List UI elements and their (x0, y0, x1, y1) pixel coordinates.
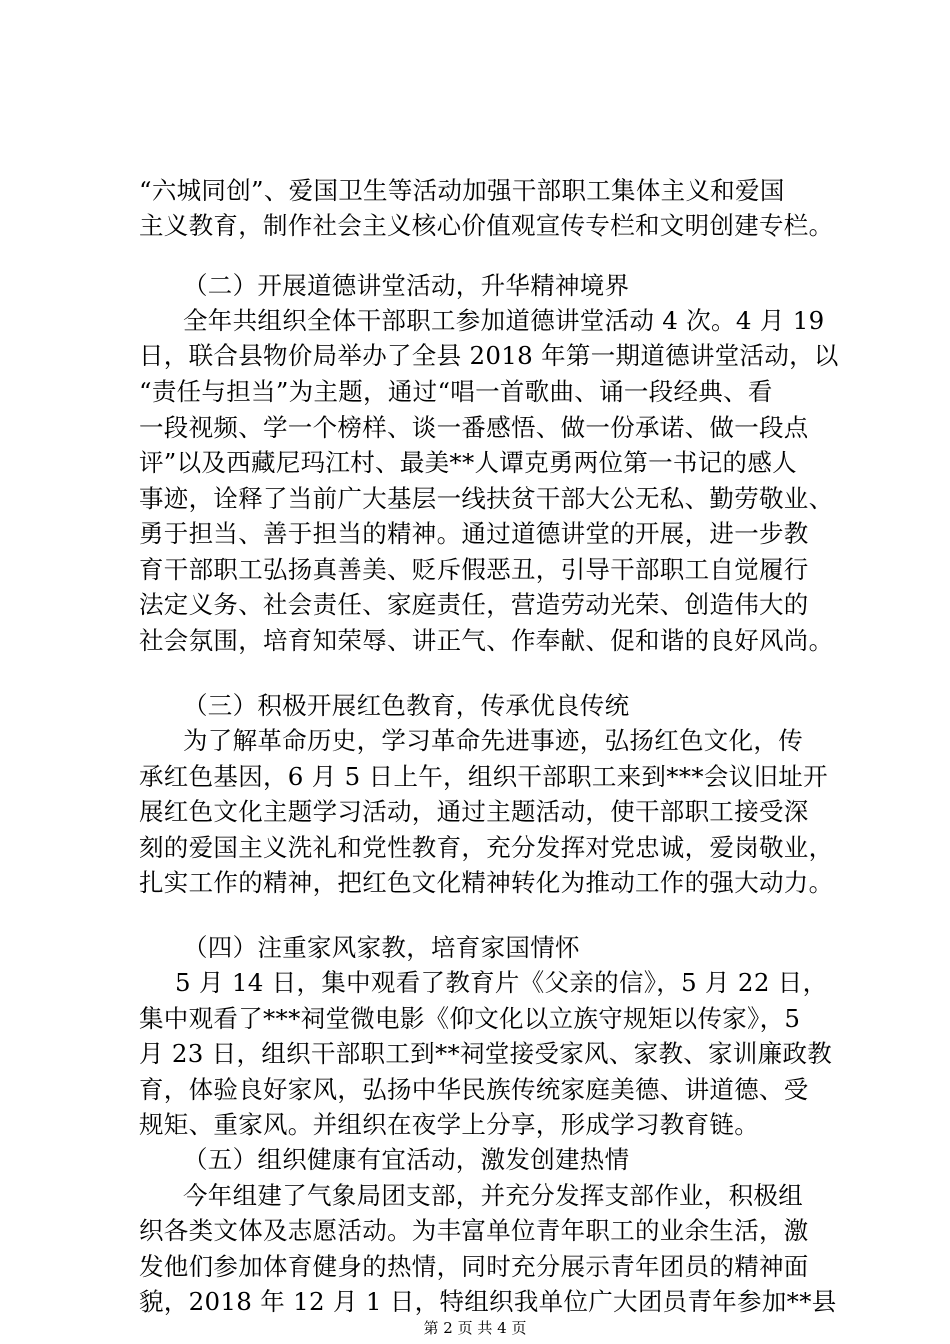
text-line: “责任与担当”为主题，通过“唱一首歌曲、诵一段经典、看 (139, 377, 773, 406)
text-line: 承红色基因，6 月 5 日上午，组织干部职工来到***会议旧址开 (139, 762, 828, 791)
text-line: 月 23 日，组织干部职工到**祠堂接受家风、家教、家训廉政教 (139, 1039, 833, 1068)
text-line: 貌，2018 年 12 月 1 日，特组织我单位广大团员青年参加**县 (139, 1287, 837, 1316)
text-line: “六城同创”、爱国卫生等活动加强干部职工集体主义和爱国 (139, 176, 785, 205)
text-line: 今年组建了气象局团支部，并充分发挥支部作业，积极组 (183, 1181, 803, 1210)
text-line: 集中观看了***祠堂微电影《仰文化以立族守规矩以传家》，5 (139, 1004, 801, 1033)
text-line: 主义教育，制作社会主义核心价值观宣传专栏和文明创建专栏。 (139, 211, 834, 240)
text-line: 事迹，诠释了当前广大基层一线扶贫干部大公无私、勤劳敬业、 (139, 484, 834, 513)
text-line: 全年共组织全体干部职工参加道德讲堂活动 4 次。4 月 19 (183, 306, 825, 335)
section-heading: （三）积极开展红色教育，传承优良传统 (183, 691, 630, 720)
text-line: 育，体验良好家风，弘扬中华民族传统家庭美德、讲道德、受 (139, 1075, 809, 1104)
text-line: 规矩、重家风。并组织在夜学上分享，形成学习教育链。 (139, 1110, 759, 1139)
text-line: 社会氛围，培育知荣辱、讲正气、作奉献、促和谐的良好风尚。 (139, 626, 834, 655)
section-heading: （二）开展道德讲堂活动，升华精神境界 (183, 271, 630, 300)
text-line: 一段视频、学一个榜样、谈一番感悟、做一份承诺、做一段点 (139, 413, 809, 442)
text-line: 评”以及西藏尼玛江村、最美**人谭克勇两位第一书记的感人 (139, 448, 797, 477)
section-heading: （四）注重家风家教，培育家国情怀 (183, 933, 580, 962)
page-number-footer: 第 2 页 共 4 页 (423, 1319, 527, 1337)
section-heading: （五）组织健康有宜活动，激发创建热情 (183, 1145, 630, 1174)
text-line: 育干部职工弘扬真善美、贬斥假恶丑，引导干部职工自觉履行 (139, 555, 809, 584)
text-line: 织各类文体及志愿活动。为丰富单位青年职工的业余生活，激 (139, 1216, 809, 1245)
text-line: 扎实工作的精神，把红色文化精神转化为推动工作的强大动力。 (139, 868, 834, 897)
text-line: 勇于担当、善于担当的精神。通过道德讲堂的开展，进一步教 (139, 519, 809, 548)
text-line: 展红色文化主题学习活动，通过主题活动，使干部职工接受深 (139, 797, 809, 826)
text-line: 刻的爱国主义洗礼和党性教育，充分发挥对党忠诚，爱岗敬业， (139, 833, 834, 862)
text-line: 日，联合县物价局举办了全县 2018 年第一期道德讲堂活动，以 (139, 341, 839, 370)
text-line: 5 月 14 日，集中观看了教育片《父亲的信》，5 月 22 日， (175, 968, 828, 997)
text-line: 发他们参加体育健身的热情，同时充分展示青年团员的精神面 (139, 1252, 809, 1281)
text-line: 为了解革命历史，学习革命先进事迹，弘扬红色文化，传 (183, 726, 803, 755)
text-line: 法定义务、社会责任、家庭责任，营造劳动光荣、创造伟大的 (139, 590, 809, 619)
